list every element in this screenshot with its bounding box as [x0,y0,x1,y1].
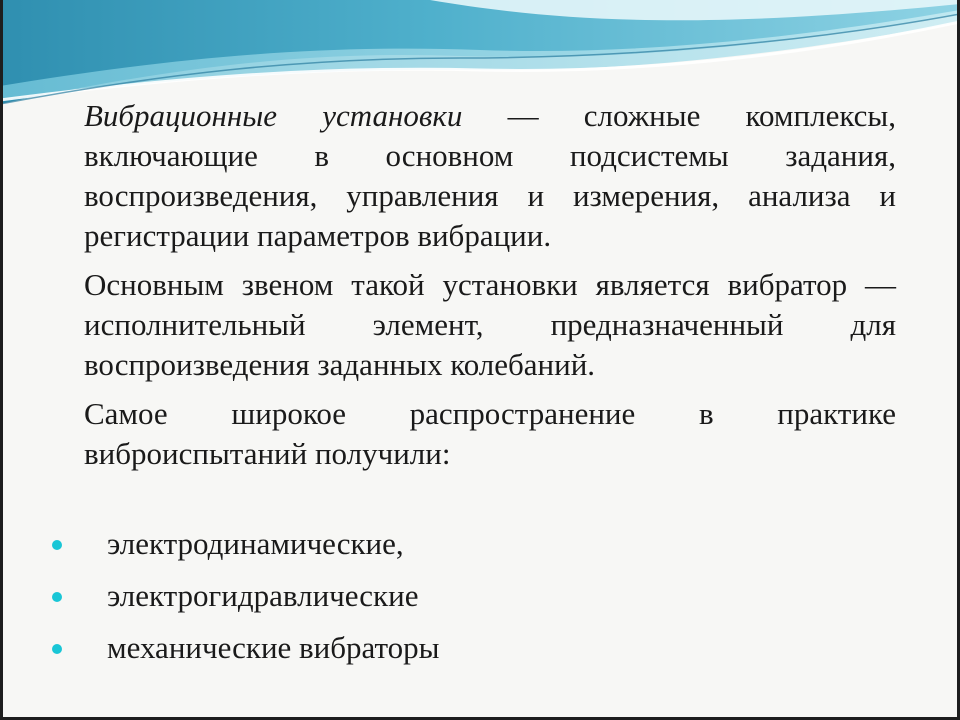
paragraph-intro-list: Самое широкое распространение в практике виброиспытаний получили: [84,396,896,471]
term-highlight: Вибрационные установки [84,98,463,133]
definition-text: — сложные комплексы, включающие в основном подсистемы задания, воспроизведения, управления и измерения, анализа и регистрации параметров вибрации. [84,98,896,253]
bullet-dot-icon [52,644,62,654]
list-item-text: электрогидравлические [107,578,419,613]
list-item-text: электродинамические, [107,526,404,561]
list-item [0,628,700,668]
slide-body [84,96,896,480]
list-item-text: механические вибраторы [107,630,440,665]
paragraph-vibrator: Основным звеном такой установки является вибратор — исполнительный элемент, предназначенный для воспроизведения заданных колебаний. [84,267,896,382]
bullet-dot-icon [52,592,62,602]
paragraph-definition [84,96,896,256]
list-item [0,576,700,616]
list-item [0,524,700,564]
bullet-dot-icon [52,540,62,550]
